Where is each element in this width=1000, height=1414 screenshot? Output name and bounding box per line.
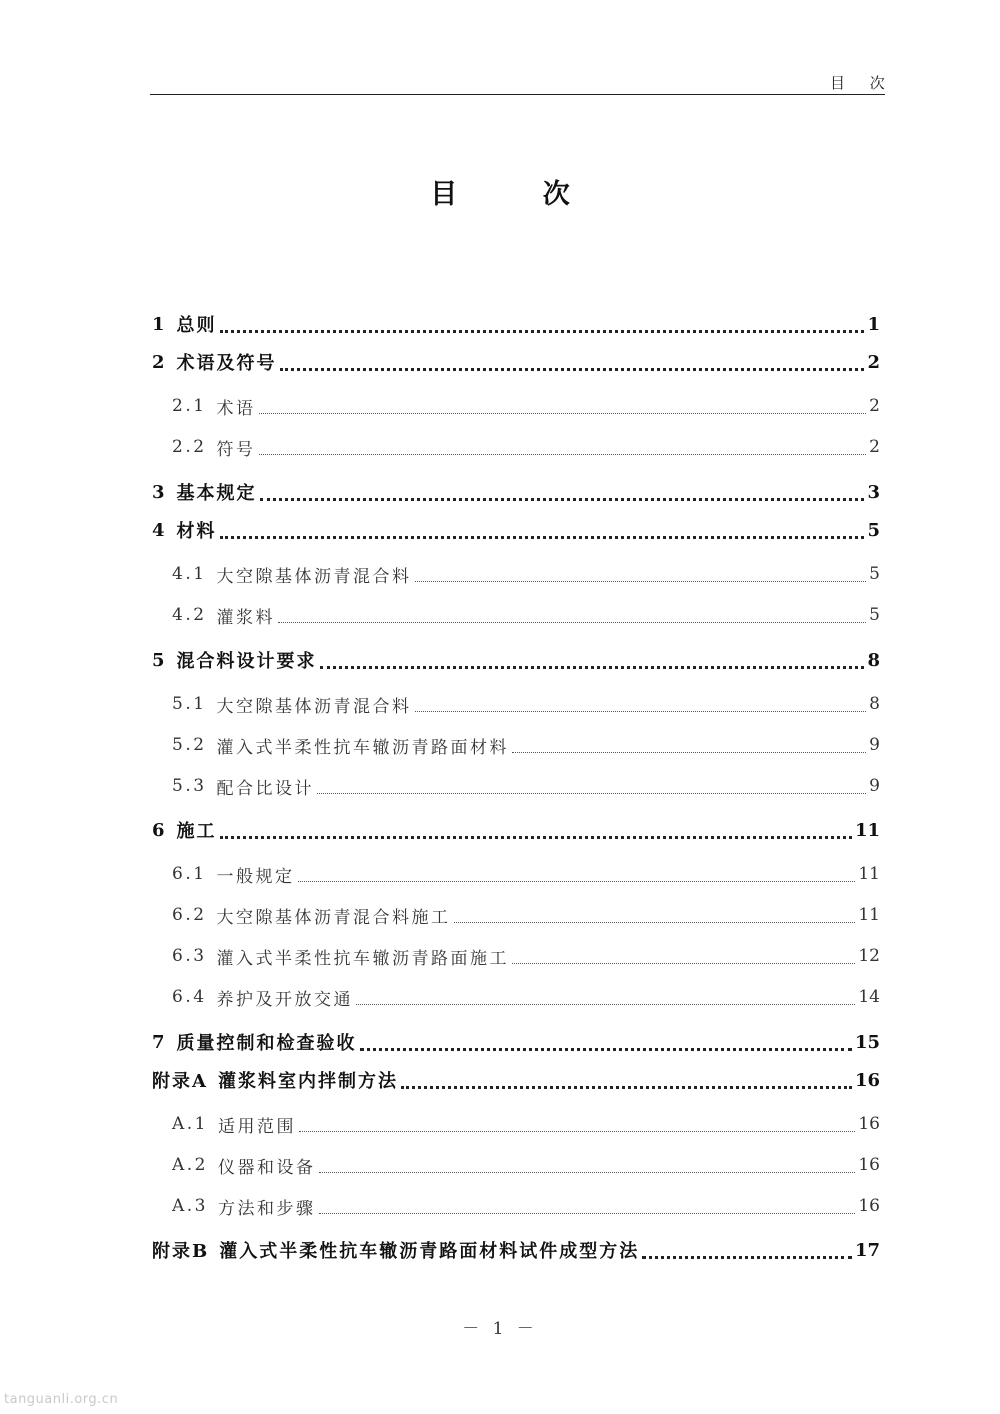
toc-dot-leader bbox=[320, 666, 865, 669]
toc-entry-title: 养护及开放交通 bbox=[216, 989, 354, 1010]
toc-entry-title: 大空隙基体沥青混合料施工 bbox=[216, 907, 451, 928]
toc-entry-number: 6.1 bbox=[172, 864, 207, 884]
toc-dot-leader bbox=[512, 963, 855, 964]
toc-entry-number: 附录B bbox=[152, 1241, 210, 1262]
toc-entry-number: 1 bbox=[152, 313, 167, 335]
toc-entry-page: 17 bbox=[854, 1239, 880, 1261]
toc-entry-number: 3 bbox=[152, 481, 167, 503]
toc-entry-page: 5 bbox=[869, 564, 880, 584]
toc-entry-number: 4 bbox=[152, 519, 167, 541]
toc-entry-page: 14 bbox=[858, 987, 880, 1007]
toc-entry-number: 6.3 bbox=[172, 946, 207, 966]
toc-entry-number: 5 bbox=[152, 649, 167, 671]
toc-entry-title: 符号 bbox=[216, 439, 256, 460]
toc-entry[interactable] bbox=[152, 1065, 880, 1095]
page-title: 目 次 bbox=[430, 179, 608, 210]
toc-entry[interactable] bbox=[152, 982, 880, 1012]
toc-entry[interactable] bbox=[152, 347, 880, 377]
toc-entry-number: 5.2 bbox=[172, 735, 207, 755]
toc-entry-page: 8 bbox=[867, 649, 880, 671]
toc-dot-leader bbox=[317, 793, 866, 794]
toc-entry-title: 一般规定 bbox=[216, 866, 295, 887]
toc-entry-page: 2 bbox=[869, 437, 880, 457]
toc-dot-leader bbox=[220, 836, 852, 839]
toc-entry-number: A.2 bbox=[172, 1155, 208, 1175]
toc-entry-number: A.1 bbox=[172, 1114, 208, 1134]
toc-entry-page: 2 bbox=[867, 351, 880, 373]
toc-entry-page: 11 bbox=[858, 905, 880, 925]
toc-entry[interactable] bbox=[152, 815, 880, 845]
toc-dot-leader bbox=[360, 1048, 852, 1051]
toc-entry-page: 15 bbox=[854, 1031, 880, 1053]
toc-entry[interactable] bbox=[152, 515, 880, 545]
toc-entry-title: 基本规定 bbox=[176, 483, 257, 504]
toc-entry-page: 16 bbox=[854, 1069, 880, 1091]
toc-entry-title: 术语及符号 bbox=[176, 353, 277, 374]
toc-entry-page: 8 bbox=[869, 694, 880, 714]
toc-entry[interactable] bbox=[152, 900, 880, 930]
toc-entry-title: 方法和步骤 bbox=[218, 1198, 316, 1219]
toc-entry[interactable] bbox=[152, 391, 880, 421]
toc-entry[interactable] bbox=[152, 771, 880, 801]
toc-entry[interactable] bbox=[152, 432, 880, 462]
toc-entry-title: 质量控制和检查验收 bbox=[176, 1033, 357, 1054]
toc-entry-page: 16 bbox=[858, 1196, 880, 1216]
toc-entry-number: 6.4 bbox=[172, 987, 207, 1007]
toc-dot-leader bbox=[299, 1131, 855, 1132]
toc-dot-leader bbox=[220, 536, 865, 539]
toc-dot-leader bbox=[278, 622, 866, 623]
toc-entry-number: 2.2 bbox=[172, 437, 207, 457]
toc-entry-page: 11 bbox=[858, 864, 880, 884]
toc-entry-title: 术语 bbox=[216, 398, 256, 419]
toc-entry[interactable] bbox=[152, 1150, 880, 1180]
toc-entry-title: 灌入式半柔性抗车辙沥青路面材料 bbox=[216, 737, 510, 758]
toc-entry[interactable] bbox=[152, 600, 880, 630]
toc-dot-leader bbox=[454, 922, 856, 923]
toc-entry-number: 6 bbox=[152, 819, 167, 841]
toc-entry[interactable] bbox=[152, 559, 880, 589]
toc-dot-leader bbox=[259, 413, 867, 414]
toc-entry-title: 配合比设计 bbox=[216, 778, 315, 799]
toc-entry-number: 5.3 bbox=[172, 776, 207, 796]
toc-entry-title: 材料 bbox=[176, 521, 217, 542]
toc-entry[interactable] bbox=[152, 645, 880, 675]
toc-dot-leader bbox=[220, 330, 865, 333]
watermark-text: tanguanli.org.cn bbox=[4, 1392, 119, 1407]
toc-entry-page: 1 bbox=[867, 313, 880, 335]
toc-entry-title: 仪器和设备 bbox=[218, 1157, 316, 1178]
toc-dot-leader bbox=[280, 368, 865, 371]
toc-entry-title: 大空隙基体沥青混合料 bbox=[216, 696, 412, 717]
toc-entry-number: A.3 bbox=[172, 1196, 208, 1216]
toc-entry-page: 2 bbox=[869, 396, 880, 416]
toc-entry[interactable] bbox=[152, 730, 880, 760]
toc-entry-title: 总则 bbox=[176, 315, 217, 336]
toc-dot-leader bbox=[356, 1004, 855, 1005]
header-rule bbox=[150, 94, 885, 95]
toc-dot-leader bbox=[298, 881, 856, 882]
toc-entry-number: 2 bbox=[152, 351, 167, 373]
toc-dot-leader bbox=[260, 498, 865, 501]
toc-entry[interactable] bbox=[152, 859, 880, 889]
toc-dot-leader bbox=[512, 752, 866, 753]
toc-entry-page: 11 bbox=[854, 819, 880, 841]
toc-dot-leader bbox=[642, 1256, 852, 1259]
toc-entry-number: 2.1 bbox=[172, 396, 207, 416]
toc-dot-leader bbox=[319, 1172, 856, 1173]
toc-entry-page: 5 bbox=[867, 519, 880, 541]
toc-entry-title: 混合料设计要求 bbox=[176, 651, 317, 672]
toc-entry-title: 适用范围 bbox=[218, 1116, 296, 1137]
toc-entry[interactable] bbox=[152, 309, 880, 339]
toc-entry-title: 灌入式半柔性抗车辙沥青路面施工 bbox=[216, 948, 510, 969]
toc-entry-title: 灌浆料室内拌制方法 bbox=[217, 1071, 398, 1092]
toc-entry-number: 4.2 bbox=[172, 605, 207, 625]
toc-dot-leader bbox=[415, 711, 867, 712]
toc-entry[interactable] bbox=[152, 1235, 880, 1265]
toc-entry[interactable] bbox=[152, 1109, 880, 1139]
toc-dot-leader bbox=[415, 581, 867, 582]
toc-entry[interactable] bbox=[152, 689, 880, 719]
toc-entry-number: 附录A bbox=[152, 1071, 208, 1092]
toc-entry-title: 施工 bbox=[176, 821, 217, 842]
toc-entry-number: 7 bbox=[152, 1031, 167, 1053]
toc-entry-page: 9 bbox=[869, 776, 880, 796]
toc-entry[interactable] bbox=[152, 941, 880, 971]
toc-dot-leader bbox=[401, 1086, 852, 1089]
toc-entry-number: 5.1 bbox=[172, 694, 207, 714]
toc-entry[interactable] bbox=[152, 1027, 880, 1057]
toc-entry-page: 16 bbox=[858, 1114, 880, 1134]
toc-entry-number: 4.1 bbox=[172, 564, 207, 584]
toc-entry-title: 大空隙基体沥青混合料 bbox=[216, 566, 412, 587]
toc-entry[interactable] bbox=[152, 477, 880, 507]
toc-entry-title: 灌浆料 bbox=[216, 607, 276, 628]
toc-entry-number: 6.2 bbox=[172, 905, 207, 925]
toc-entry-page: 3 bbox=[867, 481, 880, 503]
toc-entry-page: 5 bbox=[869, 605, 880, 625]
toc-entry-page: 16 bbox=[858, 1155, 880, 1175]
page-number: － 1 － bbox=[462, 1319, 538, 1339]
toc-entry[interactable] bbox=[152, 1191, 880, 1221]
toc-dot-leader bbox=[259, 454, 867, 455]
toc-entry-page: 12 bbox=[858, 946, 880, 966]
toc-entry-title: 灌入式半柔性抗车辙沥青路面材料试件成型方法 bbox=[219, 1241, 640, 1262]
toc-entry-page: 9 bbox=[869, 735, 880, 755]
running-header: 目 次 bbox=[830, 74, 895, 92]
toc-dot-leader bbox=[319, 1213, 856, 1214]
